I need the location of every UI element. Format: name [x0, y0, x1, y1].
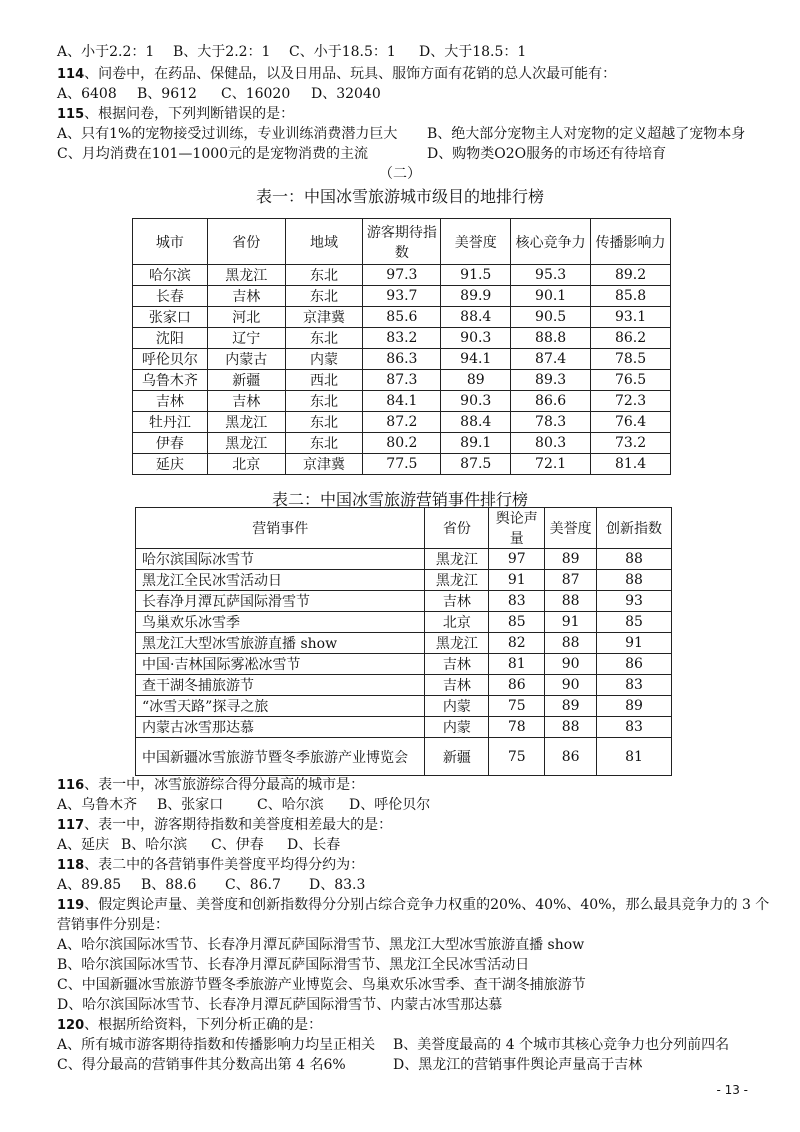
table1-header-cell: 城市 — [133, 219, 208, 265]
table2-cell: 长春净月潭瓦萨国际滑雪节 — [136, 591, 425, 612]
table1-cell: 沈阳 — [133, 328, 208, 349]
table2-cell: 89 — [545, 549, 597, 570]
q119-option-a: A、哈尔滨国际冰雪节、长春净月潭瓦萨国际滑雪节、黑龙江大型冰雪旅游直播 show — [57, 937, 585, 953]
table1-row — [133, 412, 671, 433]
table2-caption: 表二：中国冰雪旅游营销事件排行榜 — [271, 490, 528, 509]
table1 — [132, 218, 671, 475]
table1-cell: 新疆 — [207, 370, 285, 391]
q115-text: 、根据问卷，下列判断错误的是： — [84, 106, 295, 122]
table1-row — [133, 286, 671, 307]
q114-text: 、问卷中，在药品、保健品，以及日用品、玩具、服饰方面有花销的总人次最可能有： — [84, 66, 617, 82]
table2-cell: 93 — [597, 591, 672, 612]
table1-cell: 90.1 — [511, 286, 591, 307]
table2-cell: 87 — [545, 570, 597, 591]
table1-cell: 85.6 — [363, 307, 441, 328]
q120-text: 、根据所给资料，下列分析正确的是： — [84, 1017, 323, 1033]
table2-cell: 内蒙 — [425, 696, 489, 717]
q116-option-a: A、乌鲁木齐 — [57, 797, 138, 813]
table1-cell: 89.3 — [511, 370, 591, 391]
table1-cell: 北京 — [207, 454, 285, 475]
table1-caption: 表一：中国冰雪旅游城市级目的地排行榜 — [255, 187, 544, 206]
table2-cell: 吉林 — [425, 654, 489, 675]
table1-header-cell: 核心竞争力 — [511, 219, 591, 265]
table1-header-cell: 地域 — [285, 219, 363, 265]
table2-cell: 83 — [597, 675, 672, 696]
table2-cell: 黑龙江大型冰雪旅游直播 show — [136, 633, 425, 654]
q117-text: 、表一中，游客期待指数和美誉度相差最大的是： — [84, 817, 393, 833]
q120-option-a: A、所有城市游客期待指数和传播影响力均呈正相关 — [57, 1037, 376, 1053]
table1-cell: 87.2 — [363, 412, 441, 433]
table2 — [135, 507, 672, 776]
table2-cell: “冰雪天路”探寻之旅 — [136, 696, 425, 717]
table1-cell: 97.3 — [363, 265, 441, 286]
q120-option-b: B、美誉度最高的 4 个城市其核心竞争力也分列前四名 — [393, 1037, 730, 1053]
table1-cell: 86.6 — [511, 391, 591, 412]
table1-cell: 88.4 — [441, 307, 511, 328]
table1-cell: 东北 — [285, 286, 363, 307]
q116-text: 、表一中，冰雪旅游综合得分最高的城市是： — [84, 777, 365, 793]
table2-row — [136, 633, 672, 654]
table1-cell: 76.4 — [591, 412, 671, 433]
table2-cell: 88 — [545, 717, 597, 738]
q114-number: 114 — [57, 67, 85, 82]
table2-cell: 91 — [545, 612, 597, 633]
q119-text: 、假定舆论声量、美誉度和创新指数得分分别占综合竞争力权重的20%、40%、40%，那么最具竞争力的 3 个 — [84, 897, 770, 913]
q119-option-d: D、哈尔滨国际冰雪节、长春净月潭瓦萨国际滑雪节、内蒙古冰雪那达慕 — [57, 997, 503, 1013]
table1-header-cell: 传播影响力 — [591, 219, 671, 265]
q119-stem-continued: 营销事件分别是： — [57, 917, 169, 933]
table1-cell: 乌鲁木齐 — [133, 370, 208, 391]
table2-cell: 鸟巢欢乐冰雪季 — [136, 612, 425, 633]
table1-cell: 93.7 — [363, 286, 441, 307]
table1-header-cell: 省份 — [207, 219, 285, 265]
table1-cell: 89.2 — [591, 265, 671, 286]
table1-cell: 72.1 — [511, 454, 591, 475]
table2-cell: 81 — [597, 738, 672, 776]
table1-cell: 张家口 — [133, 307, 208, 328]
table1-cell: 78.3 — [511, 412, 591, 433]
table1-cell: 80.3 — [511, 433, 591, 454]
table1-cell: 黑龙江 — [207, 412, 285, 433]
q116-option-c: C、哈尔滨 — [257, 797, 324, 813]
q115-option-d: D、购物类O2O服务的市场还有待培育 — [427, 146, 667, 162]
table1-cell: 伊春 — [133, 433, 208, 454]
table1-row — [133, 307, 671, 328]
table1-cell: 73.2 — [591, 433, 671, 454]
q114-option-a: A、6408 — [57, 86, 117, 102]
table1-cell: 黑龙江 — [207, 433, 285, 454]
table2-cell: 86 — [489, 675, 545, 696]
table1-cell: 东北 — [285, 433, 363, 454]
table1-cell: 91.5 — [441, 265, 511, 286]
table2-cell: 90 — [545, 654, 597, 675]
table2-cell: 哈尔滨国际冰雪节 — [136, 549, 425, 570]
q120-options-row1 — [57, 1035, 729, 1055]
table2-row — [136, 717, 672, 738]
q118-options — [57, 875, 365, 895]
q114-option-c: C、16020 — [221, 86, 291, 102]
q118-option-c: C、86.7 — [225, 877, 281, 893]
table2-cell: 78 — [489, 717, 545, 738]
q116-stem — [57, 775, 364, 796]
table1-cell: 吉林 — [207, 286, 285, 307]
q114-options — [57, 84, 381, 104]
q115-options-row2 — [57, 144, 666, 164]
table2-cell: 查干湖冬捕旅游节 — [136, 675, 425, 696]
table2-row — [136, 675, 672, 696]
table2-cell: 中国新疆冰雪旅游节暨冬季旅游产业博览会 — [136, 738, 425, 776]
table1-cell: 76.5 — [591, 370, 671, 391]
table2-cell: 88 — [545, 591, 597, 612]
table2-row — [136, 738, 672, 776]
q117-options — [57, 835, 340, 855]
q116-number: 116 — [57, 778, 85, 793]
table2-row — [136, 570, 672, 591]
table2-row — [136, 591, 672, 612]
table2-cell: 82 — [489, 633, 545, 654]
q113-option-a: A、小于2.2：1 — [57, 44, 155, 60]
q113-option-b: B、大于2.2：1 — [173, 44, 271, 60]
table1-header-cell: 游客期待指数 — [363, 219, 441, 265]
table1-row — [133, 433, 671, 454]
q120-option-d: D、黑龙江的营销事件舆论声量高于吉林 — [393, 1057, 643, 1073]
q118-number: 118 — [57, 858, 85, 873]
table2-cell: 75 — [489, 738, 545, 776]
table1-row — [133, 349, 671, 370]
table1-header-row — [133, 219, 671, 265]
table1-cell: 87.3 — [363, 370, 441, 391]
q118-option-b: B、88.6 — [141, 877, 197, 893]
table1-cell: 河北 — [207, 307, 285, 328]
q118-option-d: D、83.3 — [309, 877, 366, 893]
table1-cell: 东北 — [285, 328, 363, 349]
table2-header-cell: 美誉度 — [545, 508, 597, 549]
table1-cell: 80.2 — [363, 433, 441, 454]
table1-cell: 长春 — [133, 286, 208, 307]
table1-cell: 东北 — [285, 265, 363, 286]
table2-cell: 75 — [489, 696, 545, 717]
q114-option-b: B、9612 — [137, 86, 197, 102]
table2-cell: 内蒙 — [425, 717, 489, 738]
table2-cell: 黑龙江 — [425, 549, 489, 570]
table2-header-cell: 营销事件 — [136, 508, 425, 549]
table2-cell: 91 — [597, 633, 672, 654]
table1-row — [133, 265, 671, 286]
table1-cell: 89.9 — [441, 286, 511, 307]
table1-cell: 辽宁 — [207, 328, 285, 349]
table2-cell: 新疆 — [425, 738, 489, 776]
q117-stem — [57, 815, 392, 836]
table1-cell: 90.3 — [441, 391, 511, 412]
table2-cell: 90 — [545, 675, 597, 696]
table2-header-cell: 创新指数 — [597, 508, 672, 549]
q117-option-d: D、长春 — [287, 837, 341, 853]
q120-number: 120 — [57, 1018, 85, 1033]
table1-cell: 78.5 — [591, 349, 671, 370]
table2-cell: 黑龙江 — [425, 570, 489, 591]
table2-row — [136, 654, 672, 675]
table2-body — [136, 549, 672, 776]
table2-row — [136, 696, 672, 717]
q115-number: 115 — [57, 107, 85, 122]
table1-cell: 西北 — [285, 370, 363, 391]
table1-cell: 黑龙江 — [207, 265, 285, 286]
table1-cell: 87.5 — [441, 454, 511, 475]
table1-cell: 88.4 — [441, 412, 511, 433]
table1-cell: 89 — [441, 370, 511, 391]
table1-body — [133, 265, 671, 475]
table2-cell: 内蒙古冰雪那达慕 — [136, 717, 425, 738]
table1-row — [133, 370, 671, 391]
table2-header-row — [136, 508, 672, 549]
q120-stem — [57, 1015, 322, 1036]
table1-cell: 内蒙古 — [207, 349, 285, 370]
table1-cell: 牡丹江 — [133, 412, 208, 433]
q115-option-c: C、月均消费在101—1000元的是宠物消费的主流 — [57, 146, 369, 162]
q115-stem — [57, 104, 294, 125]
q119-stem — [57, 895, 769, 916]
table2-cell: 88 — [597, 549, 672, 570]
table1-cell: 京津冀 — [285, 307, 363, 328]
q117-option-c: C、伊春 — [211, 837, 264, 853]
table2-cell: 黑龙江 — [425, 633, 489, 654]
table1-cell: 吉林 — [207, 391, 285, 412]
table2-cell: 黑龙江全民冰雪活动日 — [136, 570, 425, 591]
table2-cell: 88 — [545, 633, 597, 654]
table2-cell: 83 — [489, 591, 545, 612]
table1-cell: 83.2 — [363, 328, 441, 349]
table1-cell: 72.3 — [591, 391, 671, 412]
q115-options-row1 — [57, 124, 745, 144]
table2-cell: 81 — [489, 654, 545, 675]
table1-cell: 86.2 — [591, 328, 671, 349]
q118-option-a: A、89.85 — [57, 877, 122, 893]
section-label: （二） — [379, 166, 421, 182]
table1-cell: 94.1 — [441, 349, 511, 370]
table1-row — [133, 454, 671, 475]
table2-cell: 89 — [545, 696, 597, 717]
q114-stem — [57, 64, 616, 85]
q119-option-c: C、中国新疆冰雪旅游节暨冬季旅游产业博览会、鸟巢欢乐冰雪季、查干湖冬捕旅游节 — [57, 977, 586, 993]
table2-header-cell: 舆论声量 — [489, 508, 545, 549]
table2-cell: 北京 — [425, 612, 489, 633]
table2-cell: 89 — [597, 696, 672, 717]
q113-option-d: D、大于18.5：1 — [419, 44, 527, 60]
table1-cell: 81.4 — [591, 454, 671, 475]
q113-option-c: C、小于18.5：1 — [289, 44, 396, 60]
q119-number: 119 — [57, 898, 85, 913]
table2-row — [136, 549, 672, 570]
table2-cell: 91 — [489, 570, 545, 591]
table2-row — [136, 612, 672, 633]
q116-option-d: D、呼伦贝尔 — [349, 797, 431, 813]
table1-cell: 呼伦贝尔 — [133, 349, 208, 370]
table1-cell: 86.3 — [363, 349, 441, 370]
table2-cell: 中国·吉林国际雾凇冰雪节 — [136, 654, 425, 675]
q116-options — [57, 795, 430, 815]
table2-cell: 吉林 — [425, 591, 489, 612]
table1-header-cell: 美誉度 — [441, 219, 511, 265]
q116-option-b: B、张家口 — [157, 797, 224, 813]
q114-option-d: D、32040 — [311, 86, 381, 102]
table1-row — [133, 391, 671, 412]
q117-number: 117 — [57, 818, 85, 833]
table1-cell: 东北 — [285, 412, 363, 433]
table2-cell: 83 — [597, 717, 672, 738]
table1-cell: 89.1 — [441, 433, 511, 454]
table1-cell: 85.8 — [591, 286, 671, 307]
table2-cell: 吉林 — [425, 675, 489, 696]
q120-option-c: C、得分最高的营销事件其分数高出第 4 名6% — [57, 1057, 346, 1073]
table1-cell: 吉林 — [133, 391, 208, 412]
table1-cell: 84.1 — [363, 391, 441, 412]
q117-option-b: B、哈尔滨 — [121, 837, 188, 853]
table2-cell: 86 — [597, 654, 672, 675]
q118-stem — [57, 855, 364, 876]
table2-cell: 85 — [489, 612, 545, 633]
table1-cell: 90.5 — [511, 307, 591, 328]
table1-cell: 内蒙 — [285, 349, 363, 370]
table1-cell: 95.3 — [511, 265, 591, 286]
table1-cell: 87.4 — [511, 349, 591, 370]
q119-option-b: B、哈尔滨国际冰雪节、长春净月潭瓦萨国际滑雪节、黑龙江全民冰雪活动日 — [57, 957, 530, 973]
table1-cell: 延庆 — [133, 454, 208, 475]
q115-option-a: A、只有1%的宠物接受过训练，专业训练消费潜力巨大 — [57, 126, 398, 142]
q118-text: 、表二中的各营销事件美誉度平均得分约为： — [84, 857, 365, 873]
table1-cell: 93.1 — [591, 307, 671, 328]
table2-header-cell: 省份 — [425, 508, 489, 549]
q115-option-b: B、绝大部分宠物主人对宠物的定义超越了宠物本身 — [427, 126, 746, 142]
q113-options — [57, 42, 526, 62]
table2-cell: 86 — [545, 738, 597, 776]
table1-cell: 77.5 — [363, 454, 441, 475]
q120-options-row2 — [57, 1055, 642, 1075]
page-number: - 13 - — [716, 1083, 748, 1097]
table1-cell: 京津冀 — [285, 454, 363, 475]
table1-cell: 哈尔滨 — [133, 265, 208, 286]
table2-cell: 85 — [597, 612, 672, 633]
q117-option-a: A、延庆 — [57, 837, 110, 853]
table1-cell: 东北 — [285, 391, 363, 412]
table2-cell: 88 — [597, 570, 672, 591]
table1-cell: 90.3 — [441, 328, 511, 349]
table1-row — [133, 328, 671, 349]
table1-cell: 88.8 — [511, 328, 591, 349]
table2-cell: 97 — [489, 549, 545, 570]
